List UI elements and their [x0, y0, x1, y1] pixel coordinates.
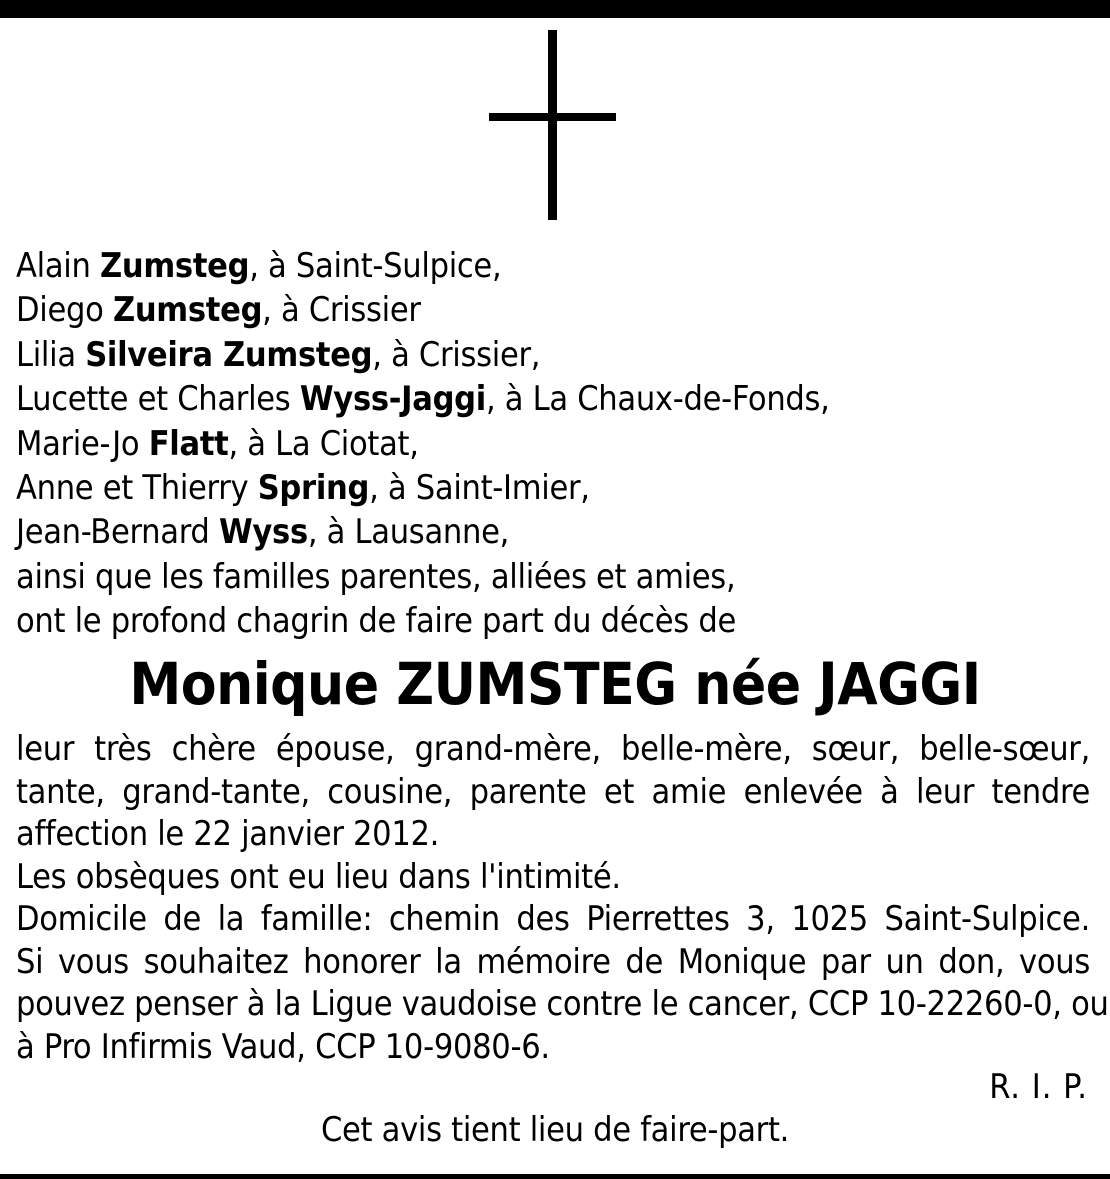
location: , à Crissier, — [372, 334, 541, 375]
family-list — [16, 244, 1096, 644]
surname: Silveira Zumsteg — [85, 334, 373, 375]
location: , à La Ciotat, — [228, 423, 419, 464]
family-line — [16, 288, 1096, 332]
location: , à Lausanne, — [307, 512, 510, 553]
given-names: Lucette et Charles — [16, 379, 300, 420]
body-line: affection le 22 janvier 2012. — [16, 814, 440, 854]
location: , à Saint-Sulpice, — [249, 246, 502, 286]
family-line — [16, 333, 1096, 377]
body-line: leur très chère épouse, grand-mère, belle-mère, sœur, belle-sœur, — [16, 729, 1090, 769]
surname: Wyss — [218, 512, 308, 553]
surname: Zumsteg — [99, 246, 250, 286]
given-names: Lilia — [16, 334, 86, 375]
family-line — [16, 466, 1096, 510]
intro-line: ainsi que les familles parentes, alliées et amies, — [16, 556, 736, 597]
bottom-border-rule — [0, 1174, 1110, 1179]
family-line — [16, 377, 1096, 421]
intro-line: ont le profond chagrin de faire part du décès de — [16, 601, 737, 642]
deceased-name-heading: Monique ZUMSTEG née JAGGI — [129, 650, 981, 718]
location: , à Saint-Imier, — [369, 468, 590, 509]
given-names: Alain — [16, 246, 100, 286]
location: , à La Chaux-de-Fonds, — [485, 379, 830, 420]
body-line: pouvez penser à la Ligue vaudoise contre le cancer, CCP 10-22260-0, ou — [16, 984, 1109, 1024]
cross-icon — [489, 30, 616, 220]
body-line: Les obsèques ont eu lieu dans l'intimité. — [16, 856, 621, 897]
surname: Wyss-Jaggi — [299, 379, 486, 420]
given-names: Diego — [16, 290, 113, 331]
cross-vertical-bar — [548, 30, 557, 220]
location: , à Crissier — [262, 290, 421, 331]
notice-body — [16, 728, 1109, 1068]
top-border-rule — [0, 0, 1110, 18]
body-line: Domicile de la famille: chemin des Pierrettes 3, 1025 Saint-Sulpice. — [16, 899, 1090, 939]
rip-text: R. I. P. — [989, 1067, 1088, 1107]
given-names: Anne et Thierry — [16, 468, 258, 509]
body-line: Si vous souhaitez honorer la mémoire de Monique par un don, vous — [16, 941, 1090, 982]
family-line — [16, 244, 1096, 288]
cross-horizontal-bar — [489, 113, 616, 121]
given-names: Marie-Jo — [16, 423, 149, 464]
surname: Zumsteg — [112, 290, 263, 331]
closing-note: Cet avis tient lieu de faire-part. — [320, 1110, 790, 1150]
body-line: tante, grand-tante, cousine, parente et amie enlevée à leur tendre — [16, 771, 1090, 812]
family-line — [16, 510, 1096, 554]
surname: Spring — [257, 468, 370, 509]
body-line: à Pro Infirmis Vaud, CCP 10-9080-6. — [16, 1026, 550, 1067]
family-line — [16, 422, 1096, 466]
given-names: Jean-Bernard — [16, 512, 219, 553]
surname: Flatt — [148, 423, 229, 464]
